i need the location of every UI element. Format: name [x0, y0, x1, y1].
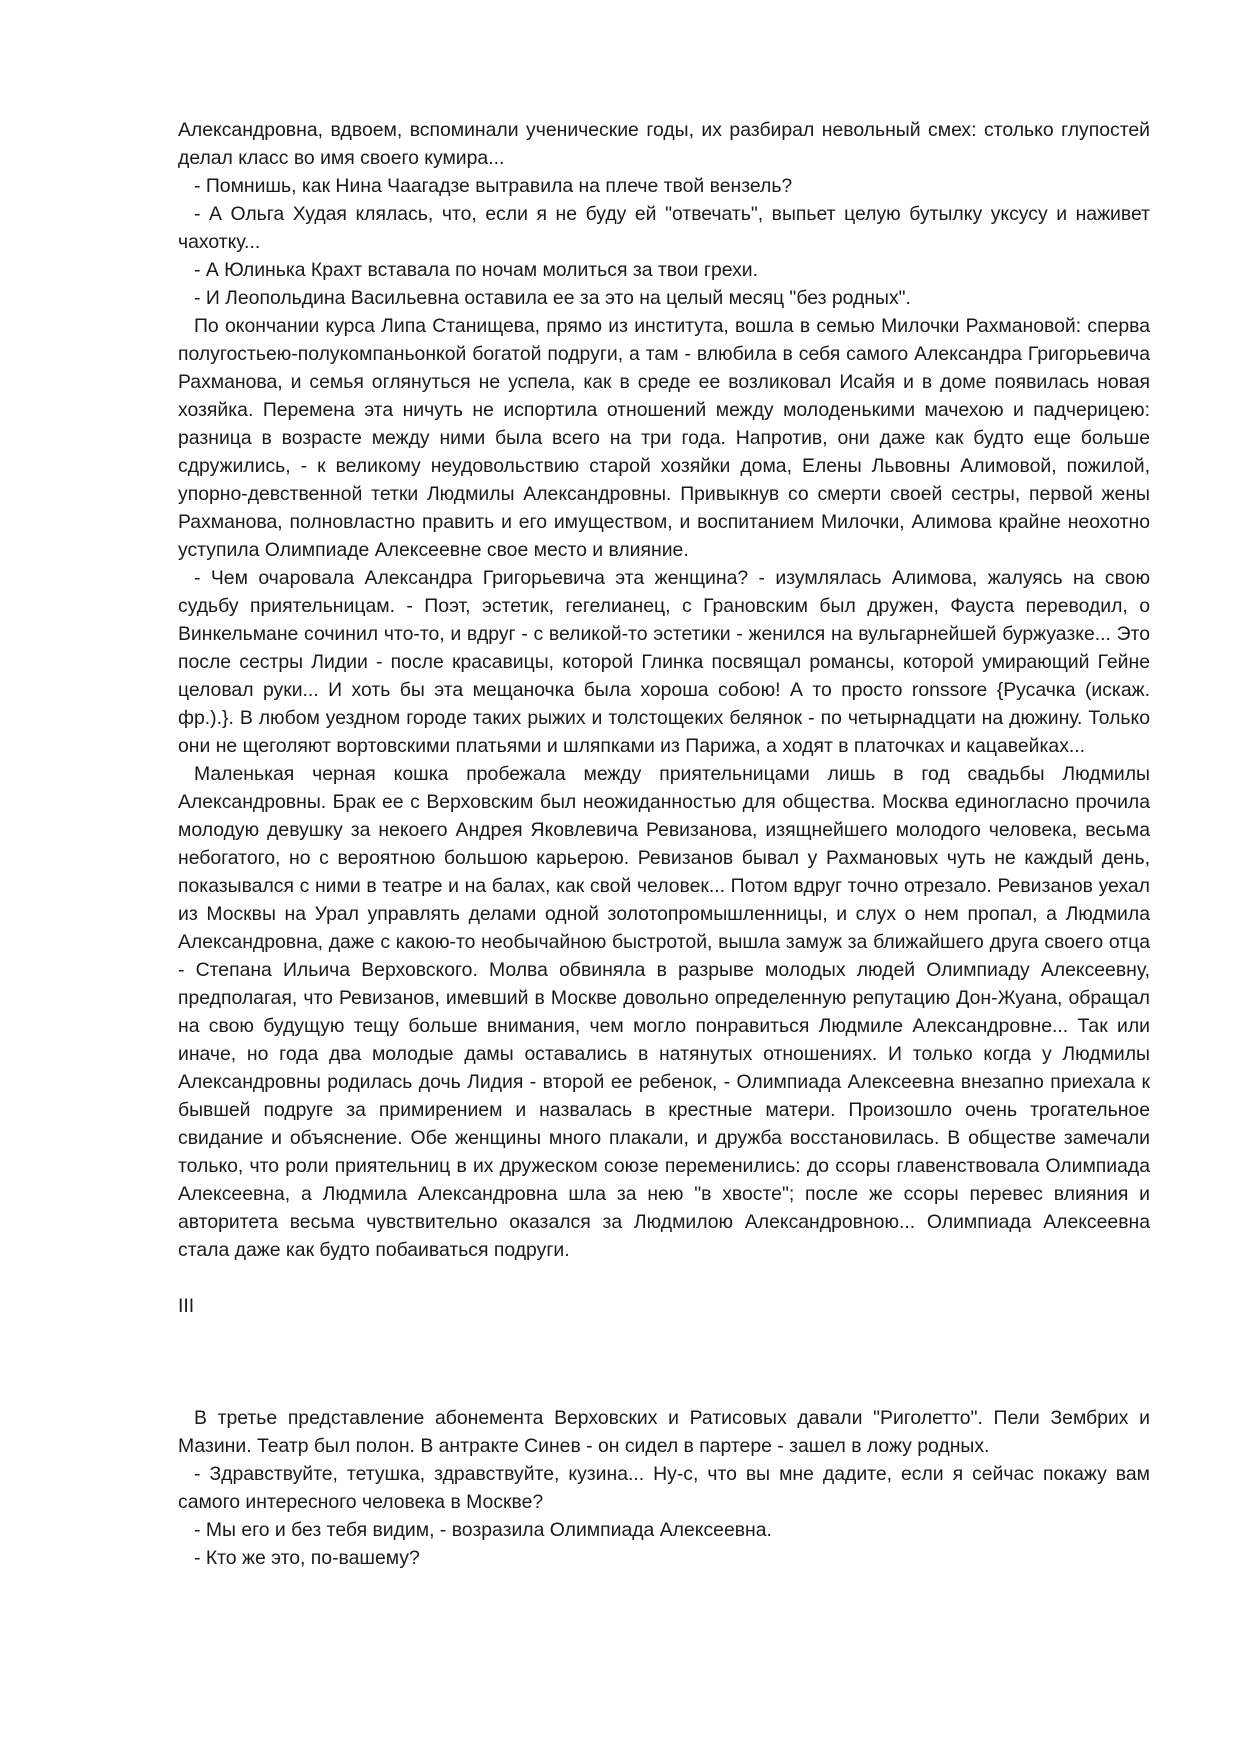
paragraph: - И Леопольдина Васильевна оставила ее за это на целый месяц "без родных". [194, 287, 911, 309]
paragraph: - А Юлинька Крахт вставала по ночам молиться за твои грехи. [194, 259, 759, 281]
paragraph: - Здравствуйте, тетушка, здравствуйте, кузина... Ну-с, что вы мне дадите, если я сейчас покажу вам самого интересного человека в Москве? [178, 1463, 1150, 1513]
text-block-after [178, 1404, 1150, 1572]
paragraph: - Помнишь, как Нина Чаагадзе вытравила на плече твой вензель? [194, 175, 793, 197]
paragraph: По окончании курса Липа Станищева, прямо из института, вошла в семью Милочки Рахмановой: сперва полугостьею-полукомпаньонкой богатой подруги, а там - влюбила в себя самого Александра Григорьевича Рахманова, и семья оглянуться не успела, как в среде ее возликовал Исайя и в доме появилась новая хозяйка. Перемена эта ничуть не испортила отношений между молоденькими мачехою и падчерицею: разница в возрасте между ними была всего на три года. Напротив, они даже как будто еще больше сдружились, - к великому неудовольствию старой хозяйки дома, Елены Львовны Алимовой, пожилой, упорно-девственной тетки Людмилы Александровны. Привыкнув со смерти своей сестры, первой жены Рахманова, полновластно править и его имуществом, и воспитанием Милочки, Алимова крайне неохотно уступила Олимпиаде Алексеевне свое место и влияние. [178, 315, 1150, 561]
paragraph: - Чем очаровала Александра Григорьевича эта женщина? - изумлялась Алимова, жалуясь на свою судьбу приятельницам. - Поэт, эстетик, гегелианец, с Грановским был дружен, Фауста переводил, о Винкельмане сочинил что-то, и вдруг - с великой-то эстетики - женился на вульгарнейшей буржуазке... Это после сестры Лидии - после красавицы, которой Глинка посвящал романсы, которой умирающий Гейне целовал руки... И хоть бы эта мещаночка была хороша собою! А то просто ronssore {Русачка (искаж. фр.).}. В любом уездном городе таких рыжих и толстощеких белянок - по четырнадцати на дюжину. Только они не щеголяют вортовскими платьями и шляпками из Парижа, а ходят в платочках и кацавейках... [178, 567, 1150, 757]
document-page [178, 116, 1150, 1572]
text-block-before [178, 116, 1150, 1264]
paragraph: - А Ольга Худая клялась, что, если я не буду ей "отвечать", выпьет целую бутылку уксусу и наживет чахотку... [178, 203, 1150, 253]
paragraph: Александровна, вдвоем, вспоминали ученические годы, их разбирал невольный смех: столько глупостей делал класс во имя своего кумира... [178, 119, 1150, 169]
paragraph: Маленькая черная кошка пробежала между приятельницами лишь в год свадьбы Людмилы Александровны. Брак ее с Верховским был неожиданностью для общества. Москва единогласно прочила молодую девушку за некоего Андрея Яковлевича Ревизанова, изящнейшего молодого человека, весьма небогатого, но с вероятною большою карьерою. Ревизанов бывал у Рахмановых чуть не каждый день, показывался с ними в театре и на балах, как свой человек... Потом вдруг точно отрезало. Ревизанов уехал из Москвы на Урал управлять делами одной золотопромышленницы, и слух о нем пропал, а Людмила Александровна, даже с какою-то необычайною быстротой, вышла замуж за ближайшего друга своего отца - Степана Ильича Верховского. Молва обвиняла в разрыве молодых людей Олимпиаду Алексеевну, предполагая, что Ревизанов, имевший в Москве довольно определенную репутацию Дон-Жуана, обращал на свою будущую тещу больше внимания, чем могло понравиться Людмиле Александровне... Так или иначе, но года два молодые дамы оставались в натянутых отношениях. И только когда у Людмилы Александровны родилась дочь Лидия - второй ее ребенок, - Олимпиада Алексеевна внезапно приехала к бывшей подруге за примирением и назвалась в крестные матери. Произошло очень трогательное свидание и объяснение. Обе женщины много плакали, и дружба восстановилась. В обществе замечали только, что роли приятельниц в их дружеском союзе переменились: до ссоры главенствовала Олимпиада Алексеевна, а Людмила Александровна шла за нею "в хвосте"; после же ссоры перевес влияния и авторитета весьма чувствительно оказался за Людмилою Александровною... Олимпиада Алексеевна стала даже как будто побаиваться подруги. [178, 763, 1150, 1261]
chapter-heading: III [178, 1295, 195, 1317]
paragraph: - Кто же это, по-вашему? [194, 1547, 420, 1569]
paragraph: - Мы его и без тебя видим, - возразила Олимпиада Алексеевна. [194, 1519, 772, 1541]
section-gap [178, 1320, 1150, 1404]
paragraph: В третье представление абонемента Верховских и Ратисовых давали "Риголетто". Пели Зембрих и Мазини. Театр был полон. В антракте Синев - он сидел в партере - зашел в ложу родных. [178, 1407, 1150, 1457]
